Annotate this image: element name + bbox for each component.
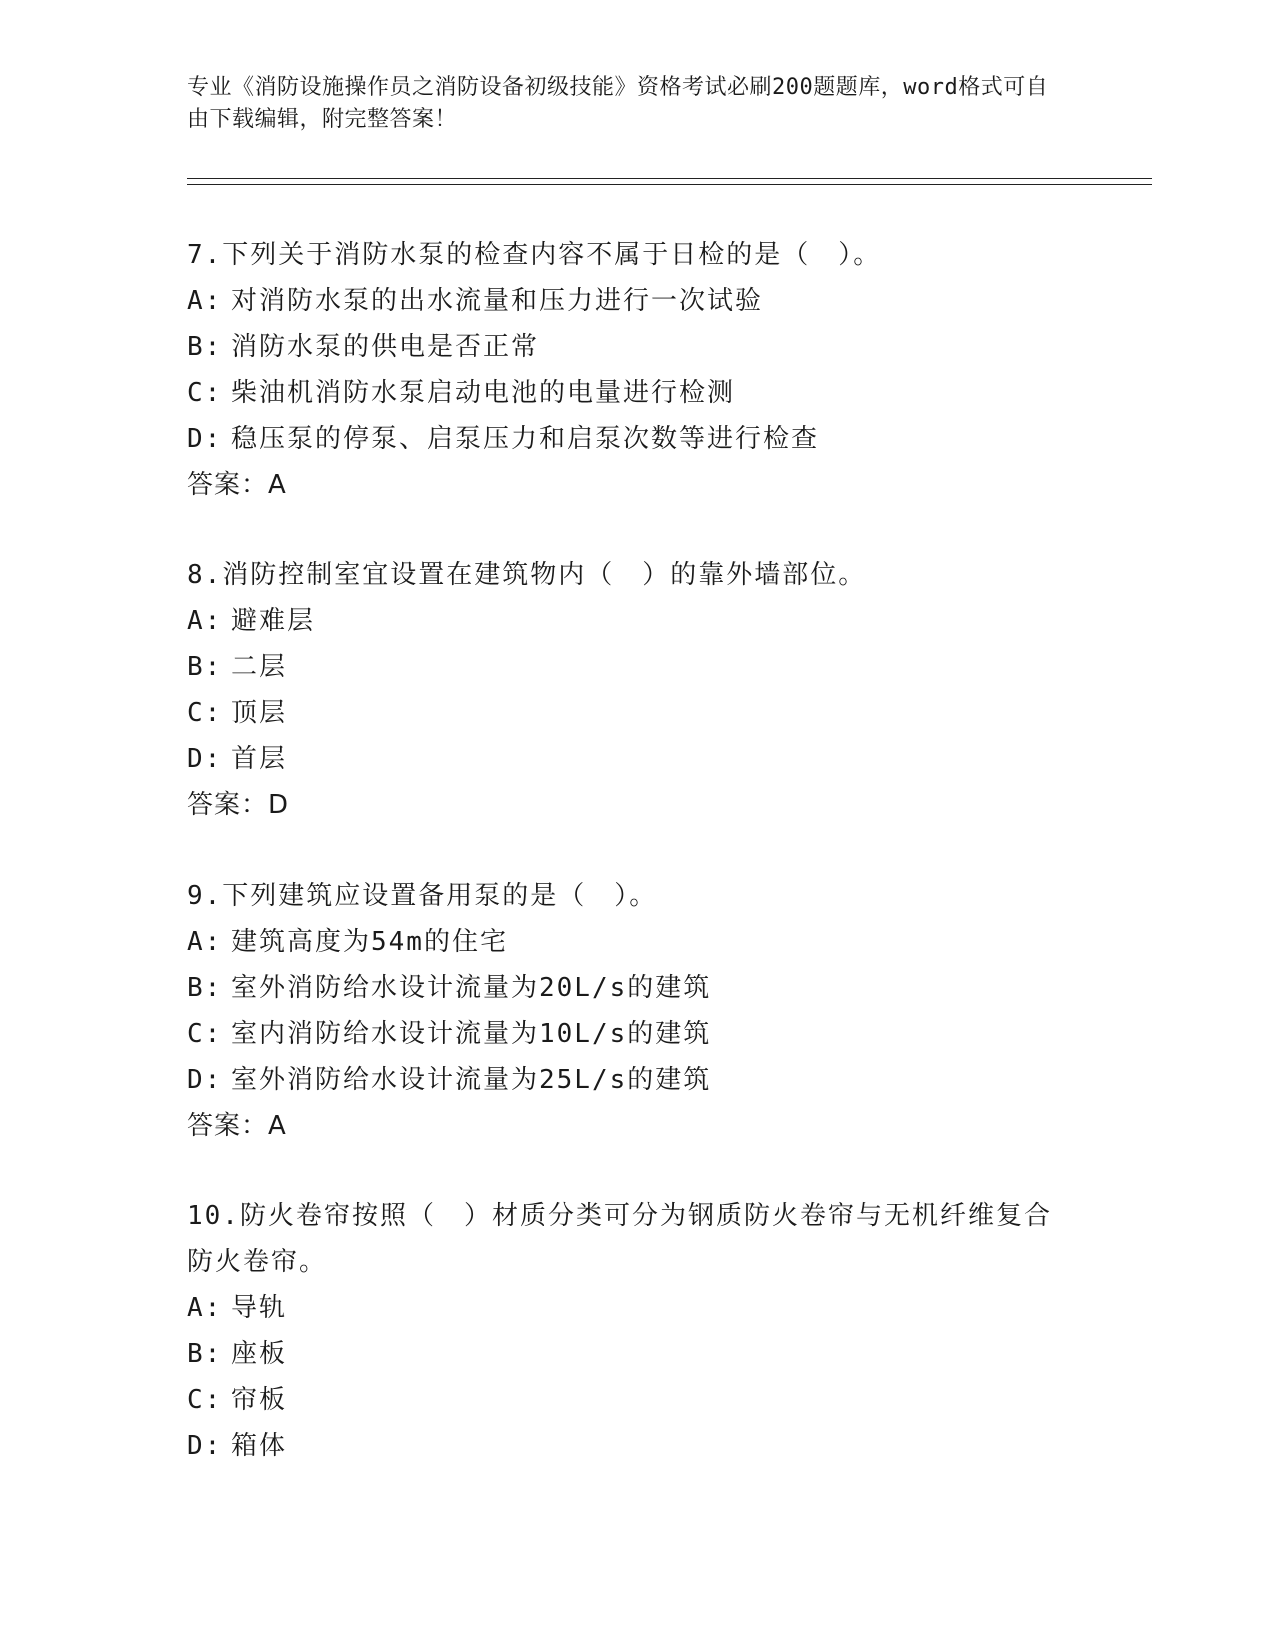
question-stem: 7.下列关于消防水泵的检查内容不属于日检的是（ ）。 [187, 240, 882, 270]
option-text: 帘板 [231, 1385, 288, 1415]
option-c [187, 690, 1087, 736]
option-letter: A: [187, 927, 223, 957]
question-7 [187, 232, 1087, 508]
option-letter: B: [187, 1339, 223, 1369]
question-stem: 9.下列建筑应设置备用泵的是（ ）。 [187, 881, 658, 911]
option-text: 顶层 [231, 698, 288, 728]
option-d [187, 736, 1087, 782]
option-text: 消防水泵的供电是否正常 [231, 332, 540, 362]
option-letter: C: [187, 1019, 223, 1049]
question-stem: 10.防火卷帘按照（ ）材质分类可分为钢质防火卷帘与无机纤维复合防火卷帘。 [187, 1201, 1052, 1277]
option-text: 室内消防给水设计流量为10L/s的建筑 [231, 1019, 712, 1049]
option-text: 座板 [231, 1339, 288, 1369]
option-a [187, 1285, 1087, 1331]
option-text: 箱体 [231, 1431, 288, 1461]
option-letter: D: [187, 1431, 223, 1461]
option-b [187, 1331, 1087, 1377]
option-c [187, 1377, 1087, 1423]
option-letter: B: [187, 973, 223, 1003]
option-text: 避难层 [231, 606, 316, 636]
option-text: 对消防水泵的出水流量和压力进行一次试验 [231, 286, 764, 316]
question-8 [187, 552, 1087, 828]
option-d [187, 416, 1087, 462]
option-text: 室外消防给水设计流量为20L/s的建筑 [231, 973, 712, 1003]
document-header: 专业《消防设施操作员之消防设备初级技能》资格考试必刷200题题库，word格式可自由下载编辑，附完整答案！ [187, 75, 1049, 132]
option-letter: A: [187, 1293, 223, 1323]
header-divider-top [187, 178, 1152, 179]
option-text: 稳压泵的停泵、启泵压力和启泵次数等进行检查 [231, 424, 820, 454]
option-letter: C: [187, 1385, 223, 1415]
question-stem: 8.消防控制室宜设置在建筑物内（ ）的靠外墙部位。 [187, 560, 867, 590]
option-letter: C: [187, 378, 223, 408]
option-text: 柴油机消防水泵启动电池的电量进行检测 [231, 378, 736, 408]
question-9 [187, 873, 1087, 1149]
option-text: 建筑高度为54m的住宅 [231, 927, 508, 957]
option-letter: D: [187, 424, 223, 454]
answer-line: 答案：A [187, 1111, 287, 1141]
option-letter: B: [187, 652, 223, 682]
option-letter: D: [187, 1065, 223, 1095]
option-b [187, 965, 1087, 1011]
option-text: 导轨 [231, 1293, 288, 1323]
option-c [187, 1011, 1087, 1057]
question-10 [187, 1193, 1087, 1469]
option-a [187, 598, 1087, 644]
option-a [187, 278, 1087, 324]
option-letter: A: [187, 286, 223, 316]
option-letter: C: [187, 698, 223, 728]
option-b [187, 324, 1087, 370]
option-text: 室外消防给水设计流量为25L/s的建筑 [231, 1065, 712, 1095]
option-letter: B: [187, 332, 223, 362]
option-text: 二层 [231, 652, 288, 682]
option-a [187, 919, 1087, 965]
option-d [187, 1423, 1087, 1469]
option-c [187, 370, 1087, 416]
option-letter: A: [187, 606, 223, 636]
option-b [187, 644, 1087, 690]
header-divider-bottom [187, 184, 1152, 185]
option-text: 首层 [231, 744, 288, 774]
option-d [187, 1057, 1087, 1103]
answer-line: 答案：D [187, 790, 290, 820]
answer-line: 答案：A [187, 470, 287, 500]
option-letter: D: [187, 744, 223, 774]
